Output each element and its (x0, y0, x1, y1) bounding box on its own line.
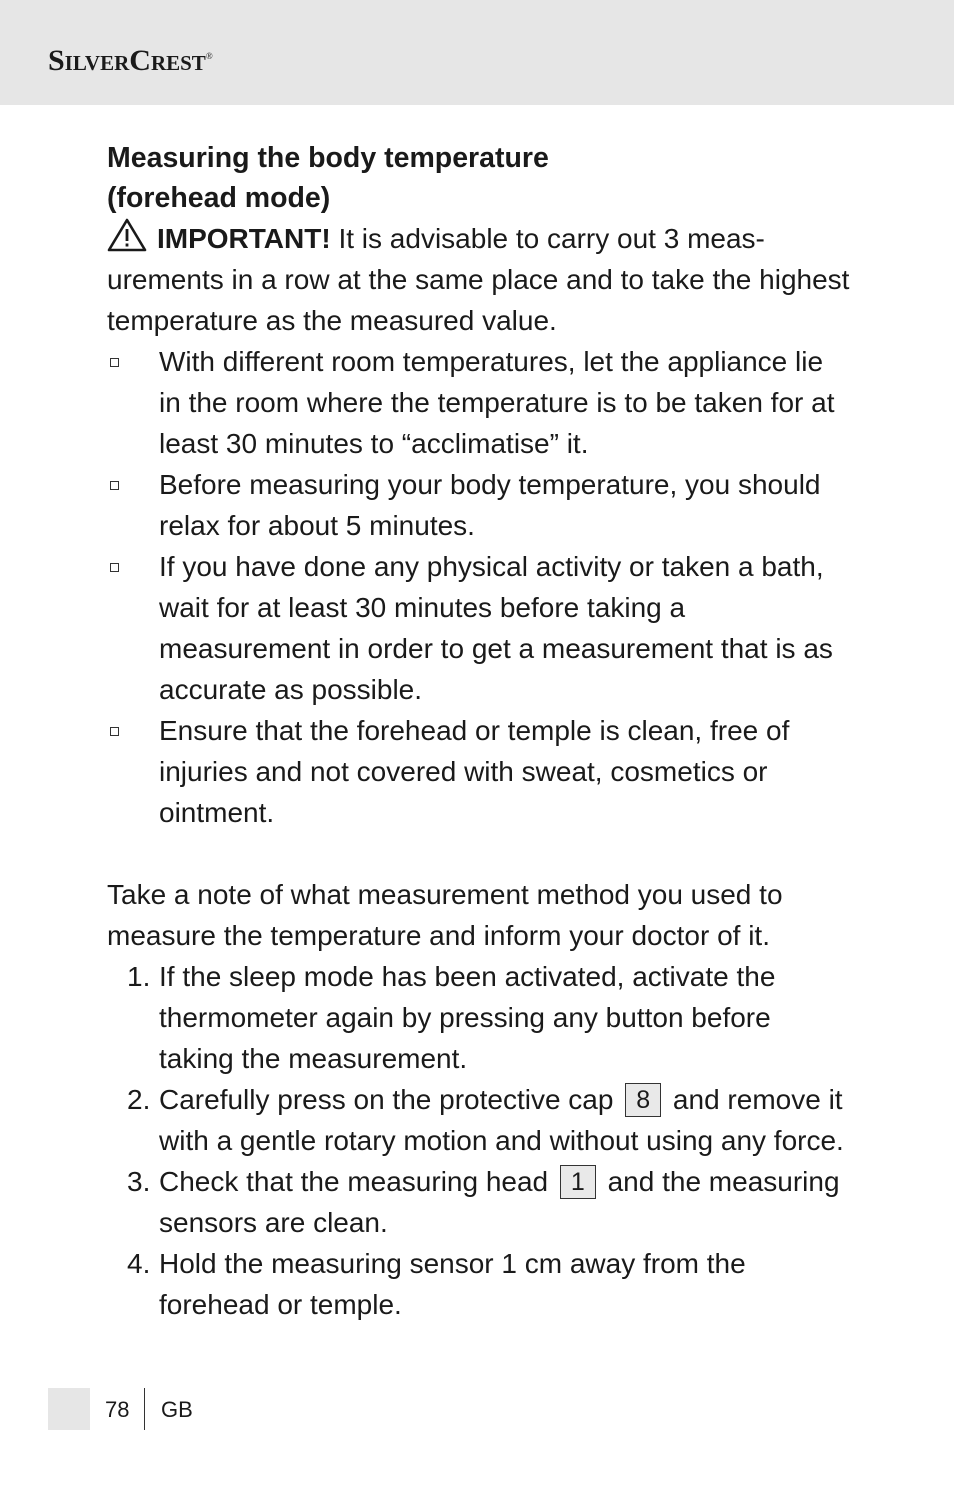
precaution-list (107, 341, 852, 833)
step-item: 2. Carefully press on the protective cap 8 and remove it with a gentle rotary motion and without using any force. (127, 1084, 844, 1156)
important-label: IMPORTANT! (157, 223, 331, 254)
checkbox-bullet-icon (110, 563, 119, 572)
brand-logo: SilverCrest® (48, 44, 213, 77)
step-item: 4. Hold the measuring sensor 1 cm away from the forehead or temple. (127, 1248, 746, 1320)
page-number: 78 (105, 1397, 130, 1422)
section-heading: Measuring the body temperature (forehead mode) (107, 142, 549, 214)
page-content (107, 138, 852, 1325)
checkbox-bullet-icon (110, 727, 119, 736)
checkbox-bullet-icon (110, 358, 119, 367)
checkbox-bullet-icon (110, 481, 119, 490)
step-item: 1. If the sleep mode has been activated, activate the thermometer again by pressing any button before taking the measurement. (127, 961, 776, 1074)
method-note: Take a note of what measurement method you used to measure the temperature and inform your doctor of it. (107, 879, 783, 951)
important-notice (107, 218, 852, 341)
footer-marker (48, 1388, 90, 1430)
important-text: It is advisable to carry out 3 meas-urements in a row at the same place and to take the highest temperature as the measured value. (107, 223, 850, 336)
footer-divider (144, 1388, 145, 1430)
language-code: GB (161, 1397, 193, 1422)
list-item: Before measuring your body temperature, you should relax for about 5 minutes. (107, 464, 852, 546)
part-reference-badge: 1 (560, 1165, 596, 1199)
warning-icon (107, 218, 147, 252)
steps-list (107, 956, 852, 1325)
list-item: If you have done any physical activity or taken a bath, wait for at least 30 minutes before taking a measurement in order to get a measurement that is as accurate as possible. (107, 546, 852, 710)
part-reference-badge: 8 (625, 1083, 661, 1117)
list-item: Ensure that the forehead or temple is clean, free of injuries and not covered with sweat, cosmetics or ointment. (107, 710, 852, 833)
page-header (0, 0, 954, 105)
step-item: 3. Check that the measuring head 1 and the measuring sensors are clean. (127, 1166, 840, 1238)
list-item: With different room temperatures, let the appliance lie in the room where the temperature is to be taken for at least 30 minutes to “acclimatise” it. (107, 341, 852, 464)
